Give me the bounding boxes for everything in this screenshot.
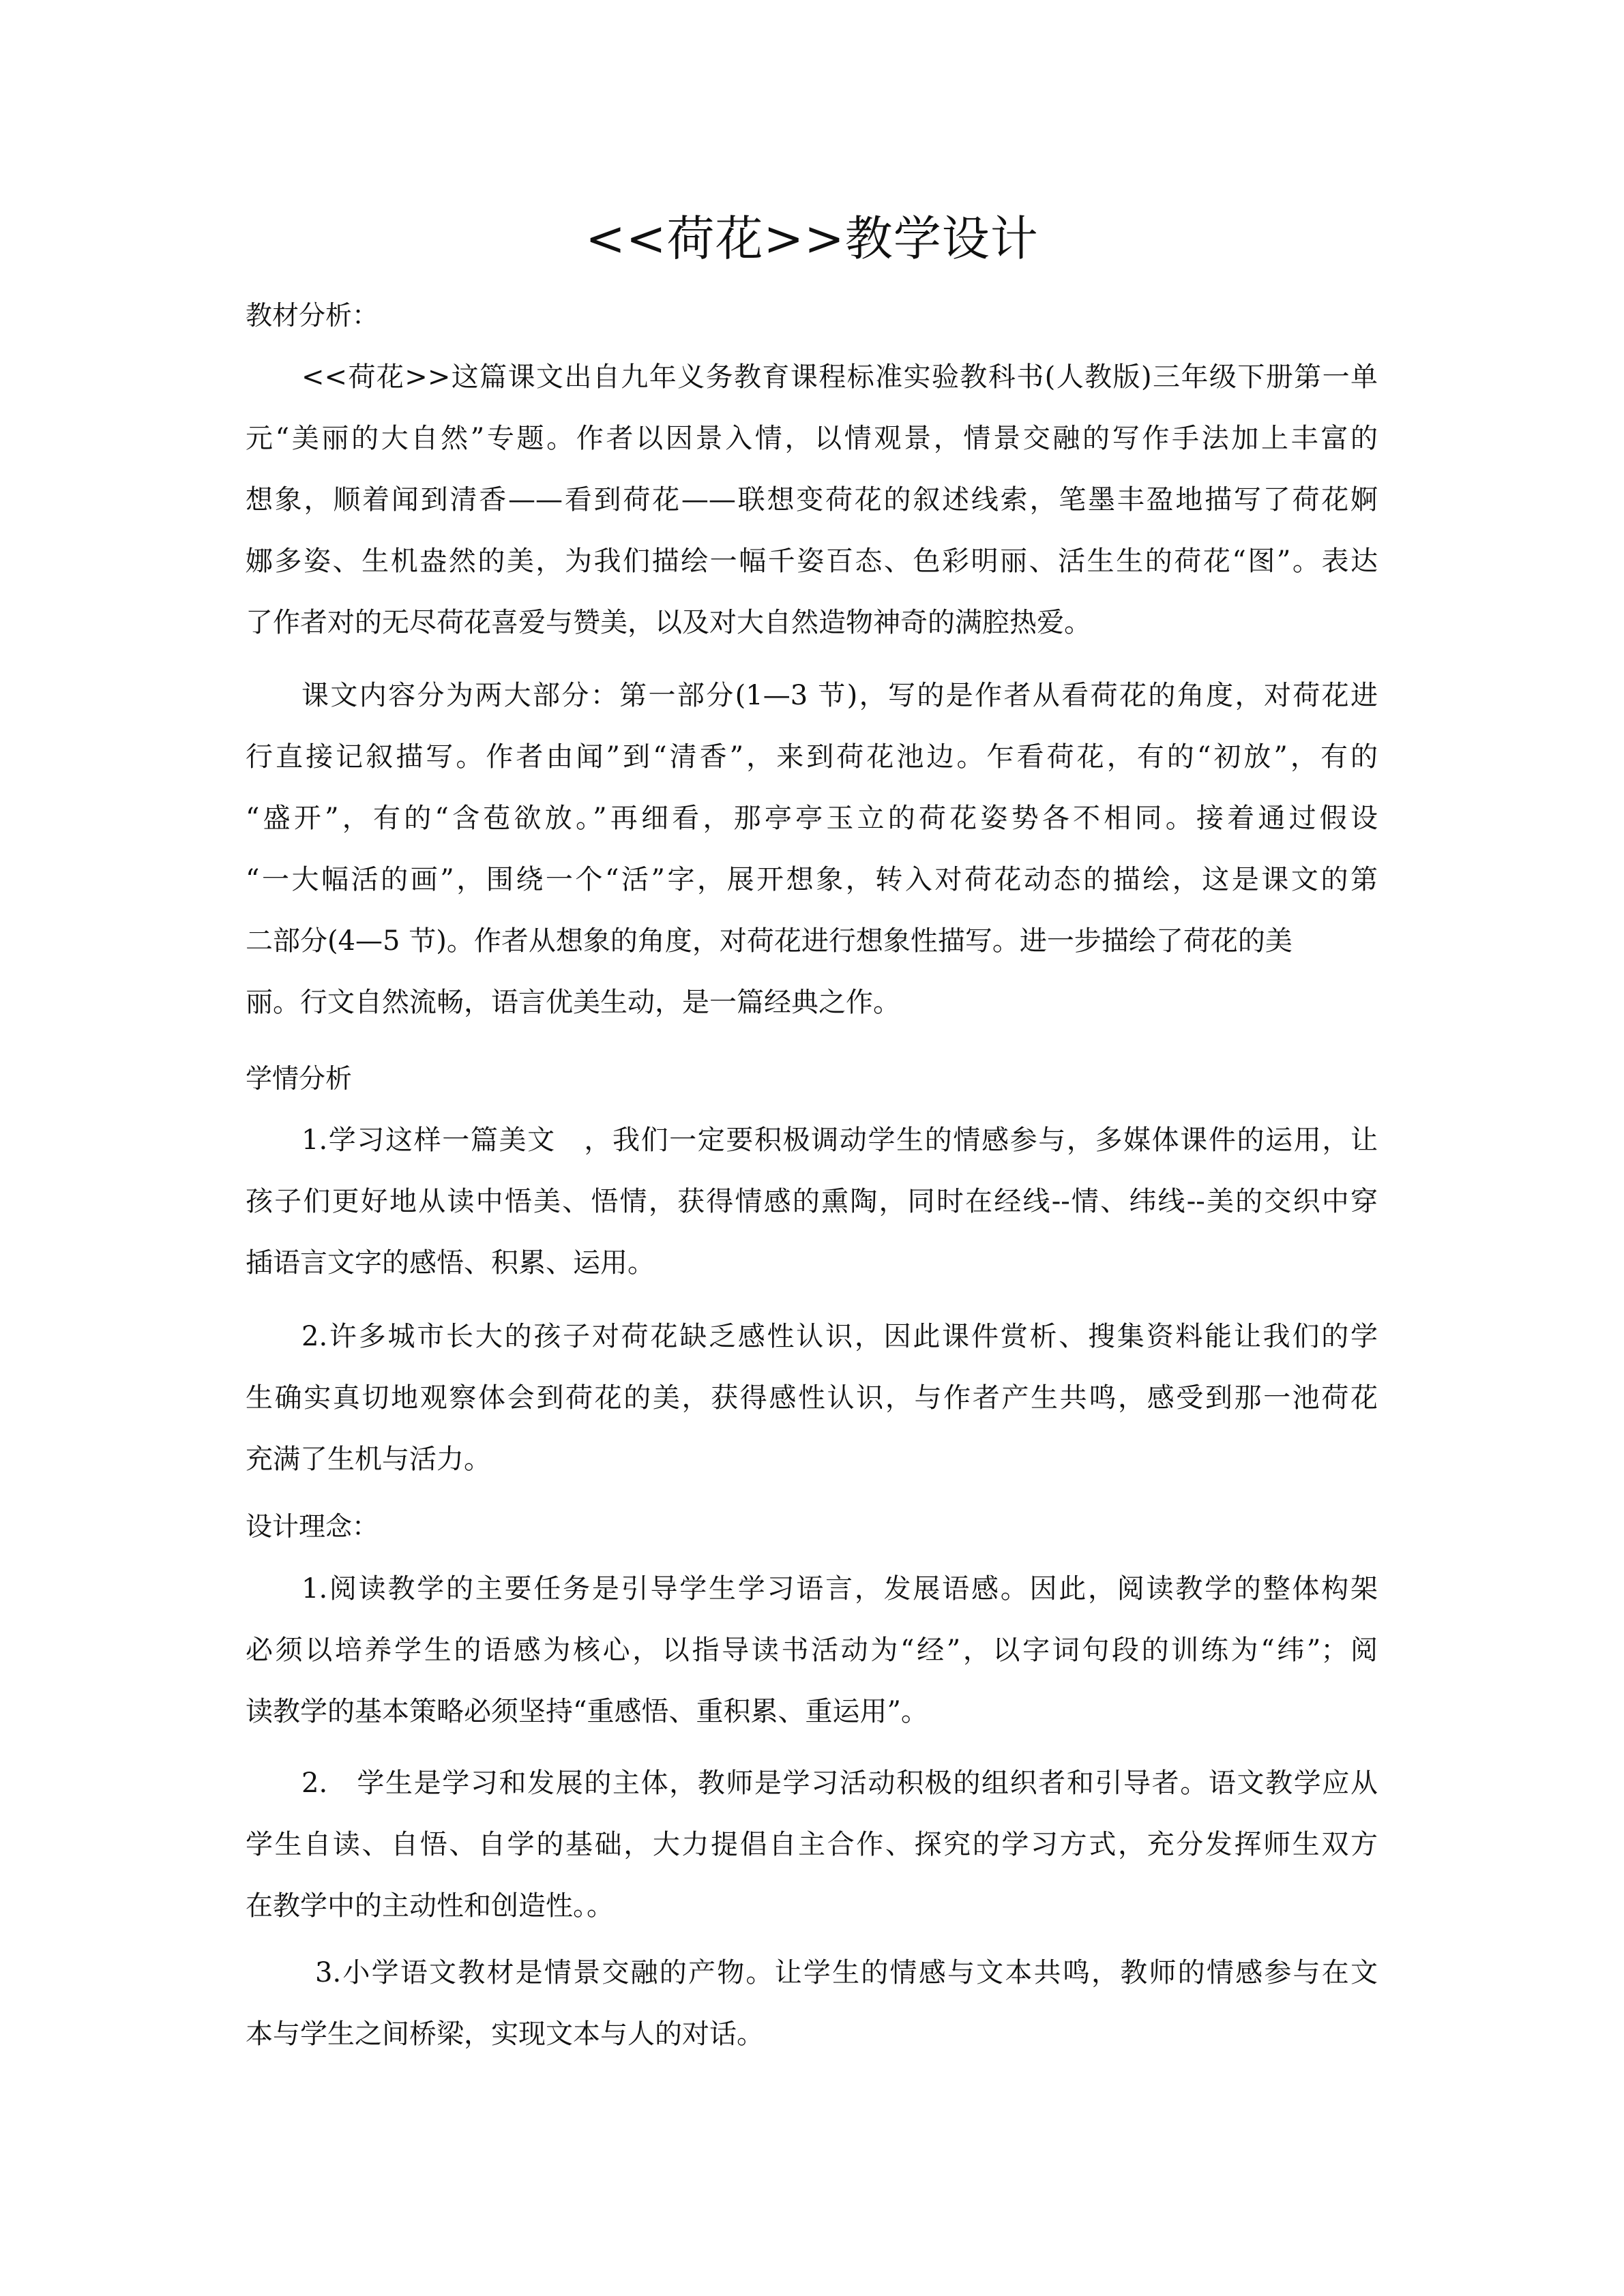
paragraph-line: 孩子们更好地从读中悟美、悟情，获得情感的熏陶，同时在经线--情、纬线--美的交织中穿 bbox=[246, 1186, 1378, 1217]
paragraph-line: 学生自读、自悟、自学的基础，大力提倡自主合作、探究的学习方式，充分发挥师生双方 bbox=[246, 1829, 1378, 1860]
paragraph-line: “一大幅活的画”，围绕一个“活”字，展开想象，转入对荷花动态的描绘，这是课文的第 bbox=[246, 864, 1378, 895]
paragraph-line: 3.小学语文教材是情景交融的产物。让学生的情感与文本共鸣，教师的情感参与在文 bbox=[315, 1957, 1378, 1988]
paragraph-line: 在教学中的主动性和创造性。。 bbox=[246, 1890, 614, 1922]
paragraph-line: 2. 学生是学习和发展的主体，教师是学习活动积极的组织者和引导者。语文教学应从 bbox=[301, 1768, 1378, 1799]
section-heading-concept: 设计理念： bbox=[246, 1512, 379, 1542]
paragraph-line: 娜多姿、生机盎然的美，为我们描绘一幅千姿百态、色彩明丽、活生生的荷花“图”。表达 bbox=[246, 546, 1378, 577]
paragraph-line: 生确实真切地观察体会到荷花的美，获得感性认识，与作者产生共鸣，感受到那一池荷花 bbox=[246, 1382, 1378, 1414]
paragraph-line: 充满了生机与活力。 bbox=[246, 1444, 491, 1475]
paragraph-line: 本与学生之间桥梁，实现文本与人的对话。 bbox=[246, 2018, 764, 2050]
paragraph-line: 插语言文字的感悟、积累、运用。 bbox=[246, 1247, 655, 1279]
paragraph-line: 丽。行文自然流畅，语言优美生动，是一篇经典之作。 bbox=[246, 987, 900, 1018]
section-heading-material: 教材分析： bbox=[246, 301, 379, 331]
paragraph-line: 读教学的基本策略必须坚持“重感悟、重积累、重运用”。 bbox=[246, 1696, 928, 1727]
paragraph-line: <<荷花>>这篇课文出自九年义务教育课程标准实验教科书(人教版)三年级下册第一单 bbox=[301, 361, 1378, 393]
paragraph-line: 想象，顺着闻到清香——看到荷花——联想变荷花的叙述线索，笔墨丰盈地描写了荷花婀 bbox=[246, 484, 1378, 516]
paragraph-line: 2.许多城市长大的孩子对荷花缺乏感性认识，因此课件赏析、搜集资料能让我们的学 bbox=[301, 1321, 1378, 1352]
paragraph-line: 必须以培养学生的语感为核心，以指导读书活动为“经”，以字词句段的训练为“纬”；阅 bbox=[246, 1635, 1378, 1666]
section-heading-students: 学情分析 bbox=[246, 1064, 353, 1094]
document-title: <<荷花>>教学设计 bbox=[585, 211, 1039, 267]
paragraph-line: 元“美丽的大自然”专题。作者以因景入情，以情观景，情景交融的写作手法加上丰富的 bbox=[246, 423, 1378, 454]
paragraph-line: 课文内容分为两大部分：第一部分(1—3 节)，写的是作者从看荷花的角度，对荷花进 bbox=[301, 680, 1378, 711]
paragraph-line: 1.学习这样一篇美文 ，我们一定要积极调动学生的情感参与，多媒体课件的运用，让 bbox=[301, 1124, 1378, 1156]
paragraph-line: “盛开”，有的“含苞欲放。”再细看，那亭亭玉立的荷花姿势各不相同。接着通过假设 bbox=[246, 803, 1378, 834]
paragraph-line: 二部分(4—5 节)。作者从想象的角度，对荷花进行想象性描写。进一步描绘了荷花的美 bbox=[246, 925, 1293, 957]
paragraph-line: 了作者对的无尽荷花喜爱与赞美，以及对大自然造物神奇的满腔热爱。 bbox=[246, 607, 1091, 638]
paragraph-line: 1.阅读教学的主要任务是引导学生学习语言，发展语感。因此，阅读教学的整体构架 bbox=[301, 1573, 1378, 1605]
paragraph-line: 行直接记叙描写。作者由闻”到“清香”，来到荷花池边。乍看荷花，有的“初放”，有的 bbox=[246, 741, 1378, 773]
